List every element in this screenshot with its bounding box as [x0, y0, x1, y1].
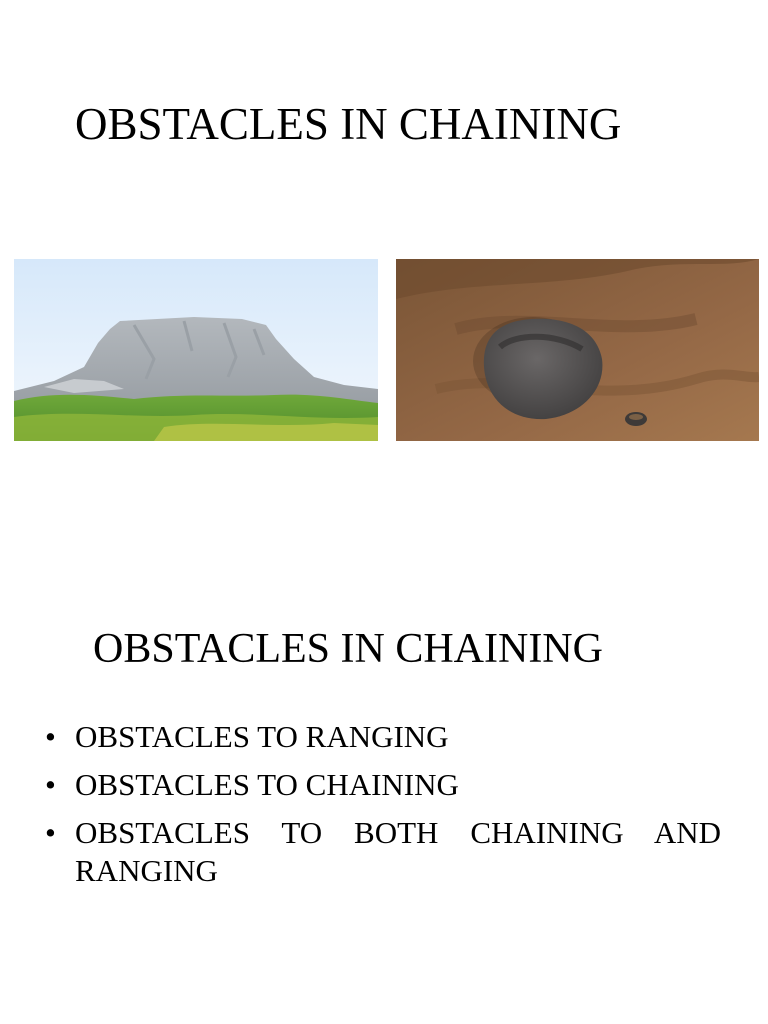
bullet-marker: • [45, 815, 56, 850]
bullet-item [45, 766, 721, 804]
bullet-item [45, 718, 721, 756]
boulder-picture [396, 259, 759, 441]
bullet-text: OBSTACLES TO BOTH CHAINING AND RANGING [75, 815, 721, 888]
slide-2 [0, 512, 768, 1024]
mountain-picture [14, 259, 378, 441]
bullet-marker: • [45, 719, 56, 754]
bullet-list [45, 718, 721, 900]
bullet-marker: • [45, 767, 56, 802]
slide-1-title: OBSTACLES IN CHAINING [75, 99, 622, 149]
bullet-text: OBSTACLES TO RANGING [75, 719, 449, 754]
bullet-text: OBSTACLES TO CHAINING [75, 767, 459, 802]
bullet-item [45, 814, 721, 890]
slide-2-title: OBSTACLES IN CHAINING [93, 626, 603, 672]
